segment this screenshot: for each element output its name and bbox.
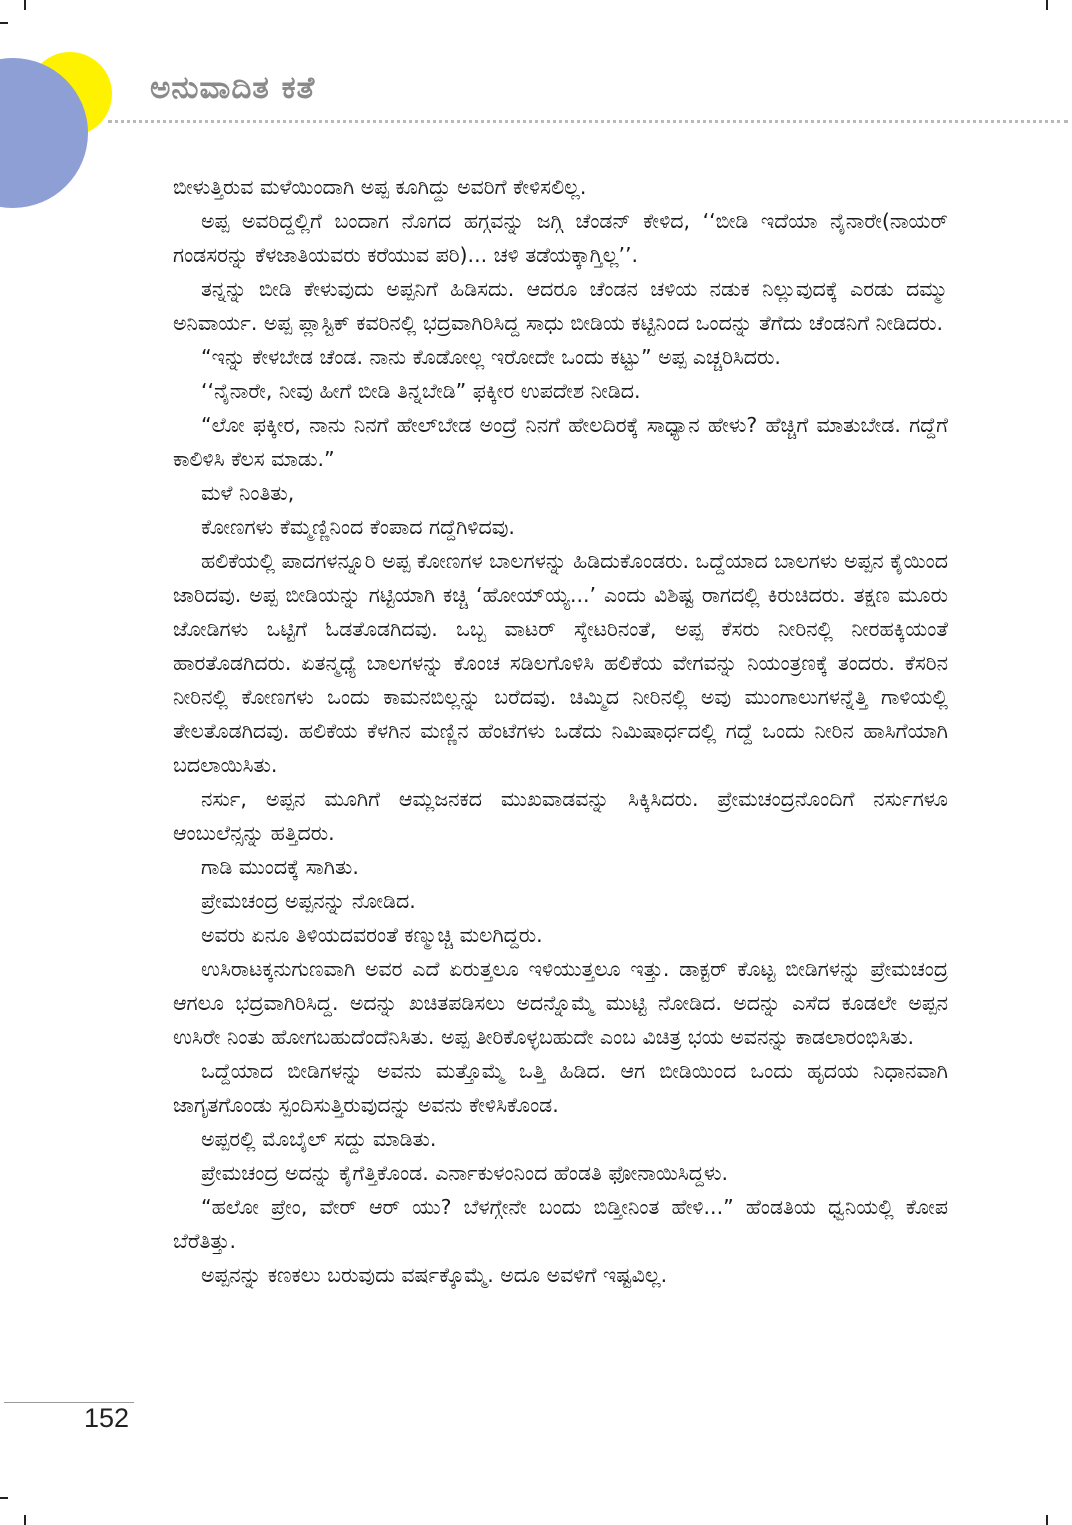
crop-mark-left-upper [0,22,8,24]
paragraph-1: ಬೀಳುತ್ತಿರುವ ಮಳೆಯಿಂದಾಗಿ ಅಪ್ಪ ಕೂಗಿದ್ದು ಅವರಿಗೆ ಕೇಳಿಸಲಿಲ್ಲ. [173,175,587,199]
page-number: 152 [84,1403,130,1433]
paragraph-14: ಉಸಿರಾಟಕ್ಕನುಗುಣವಾಗಿ ಅವರ ಎದೆ ಏರುತ್ತಲೂ ಇಳಿಯುತ್ತಲೂ ಇತ್ತು. ಡಾಕ್ಟರ್ ಕೊಟ್ಟ ಬೀಡಿಗಳನ್ನು ಪ್ರೇಮಚಂದ್ರ ಆಗಲೂ ಭದ್ರವಾಗಿರಿಸಿದ್ದ. ಅದನ್ನು ಖಚಿತಪಡಿಸಲು ಅದನ್ನೊಮ್ಮೆ ಮುಟ್ಟಿ ನೋಡಿದ. ಅದನ್ನು ಎಸೆದ ಕೂಡಲೇ ಅಪ್ಪನ ಉಸಿರೇ ನಿಂತು ಹೋಗಬಹುದೆಂದೆನಿಸಿತು. ಅಪ್ಪ ತೀರಿಕೊಳ್ಳಬಹುದೇ ಎಂಬ ವಿಚಿತ್ರ ಭಯ ಅವನನ್ನು ಕಾಡಲಾರಂಭಿಸಿತು. [173,957,948,1049]
crop-mark-left-lower [0,1497,8,1499]
paragraph-4: “ಇನ್ನು ಕೇಳಬೇಡ ಚೆಂಡ. ನಾನು ಕೊಡೋಲ್ಲ ಇರೋದೇ ಒಂದು ಕಟ್ಟು” ಅಪ್ಪ ಎಚ್ಚರಿಸಿದರು. [201,345,781,369]
crop-mark-top-right [1046,0,1048,10]
paragraph-18: “ಹಲೋ ಪ್ರೇಂ, ವೇರ್ ಆರ್ ಯು? ಬೆಳಗ್ಗೇನೇ ಬಂದು ಬಿಡ್ತೀನಿಂತ ಹೇಳಿ...” ಹೆಂಡತಿಯ ಧ್ವನಿಯಲ್ಲಿ ಕೋಪ ಬೆರೆತಿತ್ತು. [173,1195,948,1253]
paragraph-17: ಪ್ರೇಮಚಂದ್ರ ಅದನ್ನು ಕೈಗೆತ್ತಿಕೊಂಡ. ಎರ್ನಾಕುಳಂನಿಂದ ಹೆಂಡತಿ ಫೋನಾಯಿಸಿದ್ದಳು. [201,1161,729,1185]
paragraph-19: ಅಪ್ಪನನ್ನು ಕಣಕಲು ಬರುವುದು ವರ್ಷಕ್ಕೊಮ್ಮೆ. ಅದೂ ಅವಳಿಗೆ ಇಷ್ಟವಿಲ್ಲ. [201,1263,668,1287]
paragraph-10: ನರ್ಸು, ಅಪ್ಪನ ಮೂಗಿಗೆ ಆಮ್ಲಜನಕದ ಮುಖವಾಡವನ್ನು ಸಿಕ್ಕಿಸಿದರು. ಪ್ರೇಮಚಂದ್ರನೊಂದಿಗೆ ನರ್ಸುಗಳೂ ಆಂಬುಲೆನ್ಸನ್ನು ಹತ್ತಿದರು. [173,787,948,845]
paragraph-3: ತನ್ನನ್ನು ಬೀಡಿ ಕೇಳುವುದು ಅಪ್ಪನಿಗೆ ಹಿಡಿಸದು. ಆದರೂ ಚೆಂಡನ ಚಳಿಯ ನಡುಕ ನಿಲ್ಲುವುದಕ್ಕೆ ಎರಡು ದಮ್ಮು ಅನಿವಾರ್ಯ. ಅಪ್ಪ ಪ್ಲಾಸ್ಟಿಕ್ ಕವರಿನಲ್ಲಿ ಭದ್ರವಾಗಿರಿಸಿದ್ದ ಸಾಧು ಬೀಡಿಯ ಕಟ್ಟಿನಿಂದ ಒಂದನ್ನು ತೆಗೆದು ಚೆಂಡನಿಗೆ ನೀಡಿದರು. [173,277,948,335]
crop-mark-top-left [24,0,26,10]
story-body [173,170,948,1292]
paragraph-2: ಅಪ್ಪ ಅವರಿದ್ದಲ್ಲಿಗೆ ಬಂದಾಗ ನೊಗದ ಹಗ್ಗವನ್ನು ಜಗ್ಗಿ ಚೆಂಡನ್ ಕೇಳಿದ, ‘‘ಬೀಡಿ ಇದೆಯಾ ನೈನಾರೇ(ನಾಯರ್ ಗಂಡಸರನ್ನು ಕೆಳಜಾತಿಯವರು ಕರೆಯುವ ಪರಿ)... ಚಳಿ ತಡೆಯಕ್ಕಾಗ್ತಿಲ್ಲ’’. [173,209,948,267]
paragraph-15: ಒದ್ದೆಯಾದ ಬೀಡಿಗಳನ್ನು ಅವನು ಮತ್ತೊಮ್ಮೆ ಒತ್ತಿ ಹಿಡಿದ. ಆಗ ಬೀಡಿಯಿಂದ ಒಂದು ಹೃದಯ ನಿಧಾನವಾಗಿ ಜಾಗೃತಗೊಂಡು ಸ್ಪಂದಿಸುತ್ತಿರುವುದನ್ನು ಅವನು ಕೇಳಿಸಿಕೊಂಡ. [173,1059,948,1117]
crop-mark-bottom-right [1046,1515,1048,1525]
paragraph-6: “ಲೋ ಫಕ್ಕೀರ, ನಾನು ನಿನಗೆ ಹೇಲ್‌ಬೇಡ ಅಂದ್ರೆ ನಿನಗೆ ಹೇಲದಿರಕ್ಕೆ ಸಾಧ್ಯಾನ ಹೇಳು? ಹೆಚ್ಚಿಗೆ ಮಾತುಬೇಡ. ಗದ್ದೆಗೆ ಕಾಲಿಳಿಸಿ ಕೆಲಸ ಮಾಡು.” [173,413,948,471]
paragraph-12: ಪ್ರೇಮಚಂದ್ರ ಅಪ್ಪನನ್ನು ನೋಡಿದ. [201,889,416,913]
paragraph-7: ಮಳೆ ನಿಂತಿತು, [201,481,295,505]
paragraph-8: ಕೋಣಗಳು ಕೆಮ್ಮಣ್ಣಿನಿಂದ ಕೆಂಪಾದ ಗದ್ದೆಗಿಳಿದವು. [201,515,515,539]
crop-mark-bottom-left [24,1515,26,1525]
paragraph-16: ಅಪ್ಪರಲ್ಲಿ ಮೊಬೈಲ್ ಸದ್ದು ಮಾಡಿತು. [201,1127,437,1151]
section-title: ಅನುವಾದಿತ ಕತೆ [150,70,316,106]
header-dotted-rule [108,120,1068,123]
paragraph-13: ಅವರು ಏನೂ ತಿಳಿಯದವರಂತೆ ಕಣ್ಮುಚ್ಚಿ ಮಲಗಿದ್ದರು. [201,923,543,947]
paragraph-5: ‘‘ನೈನಾರೇ, ನೀವು ಹೀಗೆ ಬೀಡಿ ತಿನ್ನಬೇಡಿ” ಫಕ್ಕೀರ ಉಪದೇಶ ನೀಡಿದ. [201,379,641,403]
paragraph-11: ಗಾಡಿ ಮುಂದಕ್ಕೆ ಸಾಗಿತು. [201,855,359,879]
paragraph-9: ಹಲಿಕೆಯಲ್ಲಿ ಪಾದಗಳನ್ನೂರಿ ಅಪ್ಪ ಕೋಣಗಳ ಬಾಲಗಳನ್ನು ಹಿಡಿದುಕೊಂಡರು. ಒದ್ದೆಯಾದ ಬಾಲಗಳು ಅಪ್ಪನ ಕೈಯಿಂದ ಜಾರಿದವು. ಅಪ್ಪ ಬೀಡಿಯನ್ನು ಗಟ್ಟಿಯಾಗಿ ಕಚ್ಚಿ ‘ಹೋಯ್‌ಯ್ಯ...’ ಎಂದು ವಿಶಿಷ್ಟ ರಾಗದಲ್ಲಿ ಕಿರುಚಿದರು. ತಕ್ಷಣ ಮೂರು ಜೋಡಿಗಳು ಒಟ್ಟಿಗೆ ಓಡತೊಡಗಿದವು. ಒಬ್ಬ ವಾಟರ್ ಸ್ಕೇಟರಿನಂತೆ, ಅಪ್ಪ ಕೆಸರು ನೀರಿನಲ್ಲಿ ನೀರಹಕ್ಕಿಯಂತೆ ಹಾರತೊಡಗಿದರು. ಏತನ್ಮಧ್ಯೆ ಬಾಲಗಳನ್ನು ಕೊಂಚ ಸಡಿಲಗೊಳಿಸಿ ಹಲಿಕೆಯ ವೇಗವನ್ನು ನಿಯಂತ್ರಣಕ್ಕೆ ತಂದರು. ಕೆಸರಿನ ನೀರಿನಲ್ಲಿ ಕೋಣಗಳು ಒಂದು ಕಾಮನಬಿಲ್ಲನ್ನು ಬರೆದವು. ಚಿಮ್ಮಿದ ನೀರಿನಲ್ಲಿ ಅವು ಮುಂಗಾಲುಗಳನ್ನೆತ್ತಿ ಗಾಳಿಯಲ್ಲಿ ತೇಲತೊಡಗಿದವು. ಹಲಿಕೆಯ ಕೆಳಗಿನ ಮಣ್ಣಿನ ಹೆಂಟೆಗಳು ಒಡೆದು ನಿಮಿಷಾರ್ಧದಲ್ಲಿ ಗದ್ದೆ ಒಂದು ನೀರಿನ ಹಾಸಿಗೆಯಾಗಿ ಬದಲಾಯಿಸಿತು. [173,549,948,777]
